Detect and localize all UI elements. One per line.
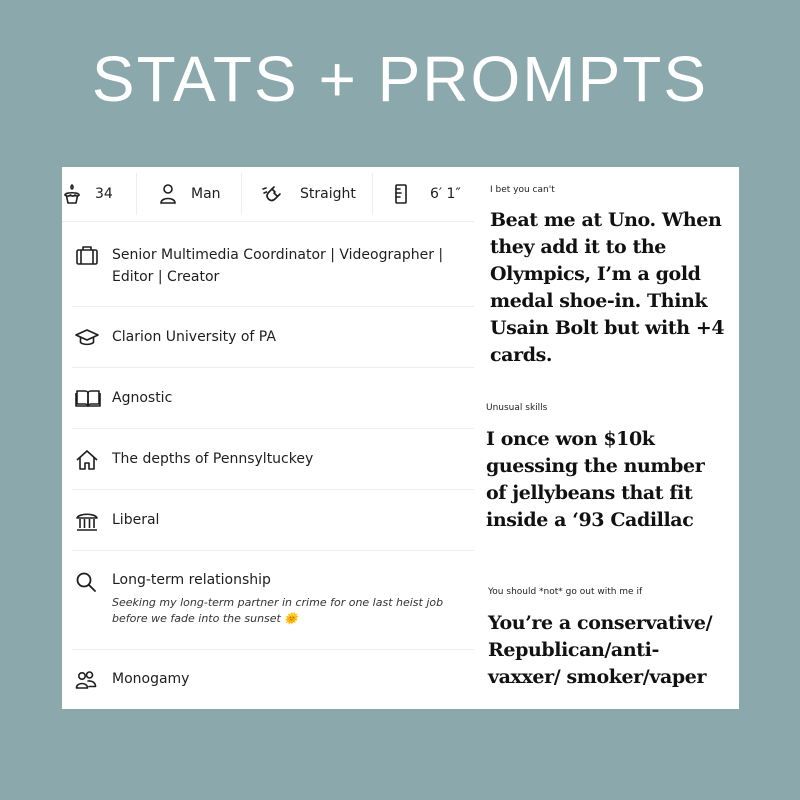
politics-row bbox=[72, 490, 474, 551]
magnifier-icon bbox=[75, 571, 97, 593]
cake-icon bbox=[62, 183, 82, 205]
ruler-icon bbox=[394, 183, 408, 205]
relationship-type-value: Monogamy bbox=[112, 671, 190, 687]
magnet-icon bbox=[260, 183, 282, 205]
profile-card bbox=[62, 167, 739, 709]
stat-divider bbox=[136, 173, 137, 215]
prompt-answer: Beat me at Uno. When they add it to the Olympics, I’m a gold medal shoe-in. Think Usain Bolt but with +4 cards. bbox=[490, 209, 725, 366]
height-value: 6′ 1″ bbox=[430, 186, 461, 202]
person-icon bbox=[158, 183, 178, 205]
gender-value: Man bbox=[191, 186, 221, 202]
stat-age bbox=[62, 167, 113, 221]
prompt-answer: You’re a conservative/ Republican/anti-vaxxer/ smoker/vaper bbox=[488, 612, 713, 688]
prompt-answer: I once won $10k guessing the number of jellybeans that fit inside a ‘93 Cadillac bbox=[486, 428, 705, 531]
prompt-question: I bet you can't bbox=[490, 185, 555, 195]
prompts-panel bbox=[474, 167, 739, 709]
hometown-value: The depths of Pennsyltuckey bbox=[112, 451, 314, 467]
relationship-type-row bbox=[72, 650, 474, 709]
stat-orientation bbox=[260, 167, 356, 221]
dating-intention-note: Seeking my long-term partner in crime for one last heist job before we fade into the sunset 🌞 bbox=[112, 596, 444, 625]
stats-bar bbox=[62, 167, 474, 222]
page-heading: STATS + PROMPTS bbox=[91, 43, 709, 115]
school-row bbox=[72, 307, 474, 368]
religion-value: Agnostic bbox=[112, 390, 173, 406]
profile-info-panel bbox=[62, 167, 474, 709]
stat-divider bbox=[241, 173, 242, 215]
graduation-cap-icon bbox=[75, 328, 99, 348]
religion-row bbox=[72, 368, 474, 429]
orientation-value: Straight bbox=[300, 186, 356, 202]
people-icon bbox=[75, 670, 97, 690]
school-name: Clarion University of PA bbox=[112, 329, 276, 345]
hometown-row bbox=[72, 429, 474, 490]
age-value: 34 bbox=[95, 186, 113, 202]
government-building-icon bbox=[75, 510, 99, 532]
stat-divider bbox=[372, 173, 373, 215]
prompt-question: You should *not* go out with me if bbox=[488, 587, 643, 597]
book-icon bbox=[75, 388, 101, 408]
dating-intention-row bbox=[72, 551, 474, 650]
job-title: Senior Multimedia Coordinator | Videographer | Editor | Creator bbox=[112, 247, 444, 285]
job-row bbox=[72, 222, 474, 307]
house-icon bbox=[75, 449, 99, 471]
stat-gender bbox=[158, 167, 221, 221]
politics-value: Liberal bbox=[112, 512, 160, 528]
dating-intention-value: Long-term relationship bbox=[112, 572, 271, 588]
stat-height bbox=[394, 167, 461, 221]
dating-intention bbox=[112, 569, 460, 627]
briefcase-icon bbox=[75, 244, 99, 266]
prompt-question: Unusual skills bbox=[486, 403, 548, 413]
